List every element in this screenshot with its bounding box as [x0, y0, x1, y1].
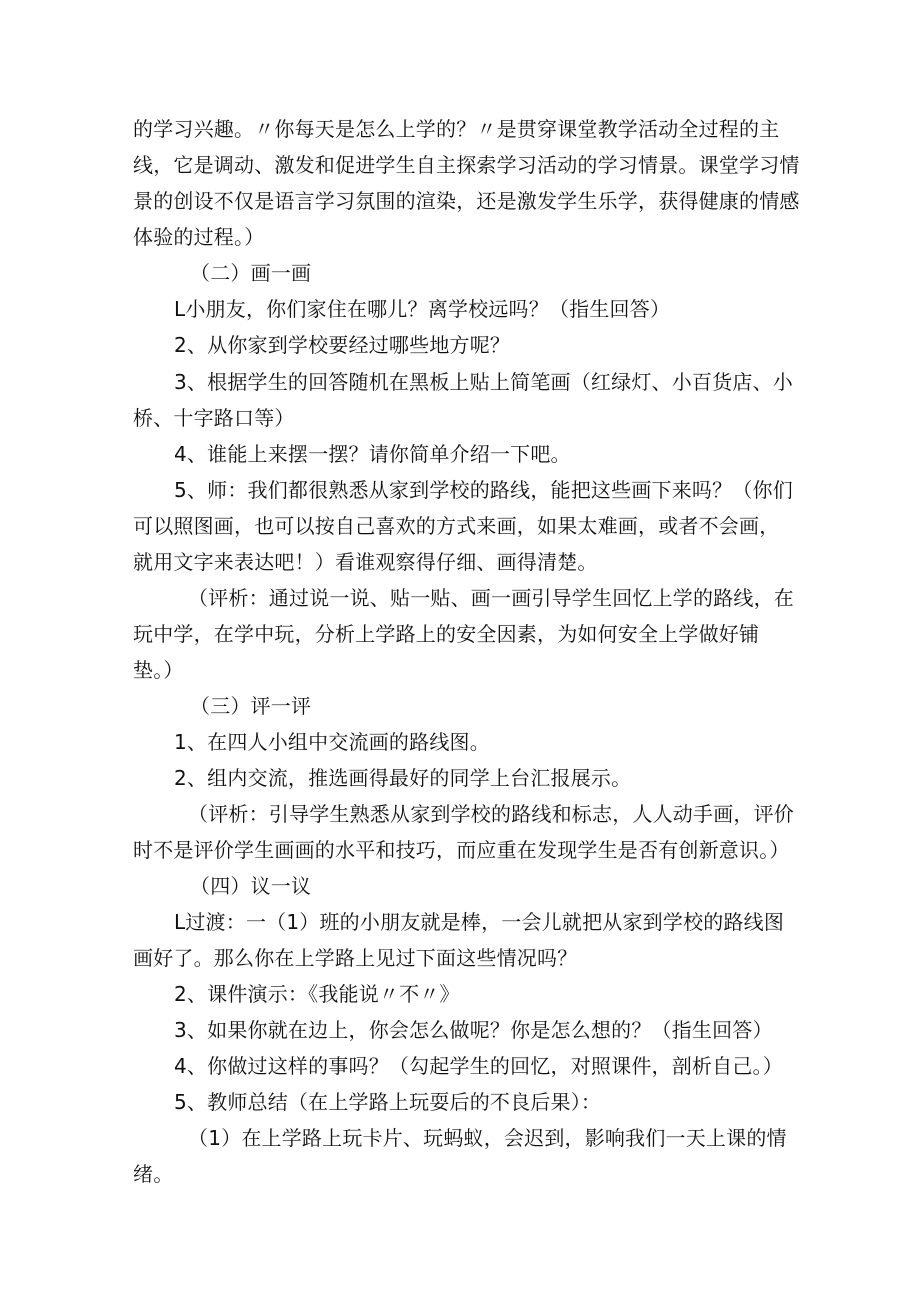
text-line: 2、从你家到学校要经过哪些地方呢？ [174, 333, 511, 357]
text-line: 4、你做过这样的事吗？（勾起学生的回忆，对照课件，剖析自己。） [174, 1054, 783, 1078]
text-line: 景的创设不仅是语言学习氛围的渲染，还是激发学生乐学，获得健康的情感 [133, 189, 800, 213]
text-line: 1、在四人小组中交流画的路线图。 [174, 730, 490, 754]
text-line: 的学习兴趣。〃你每天是怎么上学的？〃是贯穿课堂教学活动全过程的主 [133, 117, 780, 141]
text-line: 3、如果你就在边上，你会怎么做呢？你是怎么想的？（指生回答） [174, 1018, 773, 1042]
text-line: 画好了。那么你在上学路上见过下面这些情况吗？ [133, 946, 578, 970]
text-line: 桥、十字路口等） [133, 406, 295, 430]
text-line: 5、教师总结（在上学路上玩耍后的不良后果）： [174, 1090, 602, 1114]
text-line: 时不是评价学生画画的水平和技巧，而应重在发现学生是否有创新意识。） [133, 838, 790, 862]
section-heading: （四）议一议 [190, 874, 312, 898]
text-line: 2、课件演示：《我能说〃不〃》 [174, 982, 460, 1006]
text-line: 5、师：我们都很熟悉从家到学校的路线，能把这些画下来吗？（你们 [174, 478, 793, 502]
text-line: （评析：引导学生熟悉从家到学校的路线和标志，人人动手画，评价 [188, 802, 794, 826]
text-line: 玩中学，在学中玩，分析上学路上的安全因素，为如何安全上学做好铺 [133, 622, 760, 646]
section-heading: （二）画一画 [190, 261, 312, 285]
text-line: 3、根据学生的回答随机在黑板上贴上简笔画（红绿灯、小百货店、小 [174, 370, 793, 394]
text-line: 体验的过程。） [133, 225, 265, 249]
text-line: 2、组内交流，推选画得最好的同学上台汇报展示。 [174, 766, 632, 790]
text-line: （1）在上学路上玩卡片、玩蚂蚁，会迟到，影响我们一天上课的情 [188, 1126, 787, 1150]
section-heading: （三）评一评 [190, 694, 312, 718]
text-line: 垫。） [133, 658, 184, 682]
text-line: 绪。 [133, 1162, 174, 1186]
text-line: L小朋友，你们家住在哪儿？离学校远吗？（指生回答） [174, 297, 671, 321]
text-line: L过渡：一（1）班的小朋友就是棒，一会儿就把从家到学校的路线图 [174, 910, 785, 934]
text-line: 可以照图画，也可以按自己喜欢的方式来画，如果太难画，或者不会画， [133, 514, 780, 538]
text-line: 就用文字来表达吧！）看谁观察得仔细、画得清楚。 [133, 550, 598, 574]
text-line: （评析：通过说一说、贴一贴、画一画引导学生回忆上学的路线，在 [188, 586, 794, 610]
text-line: 线，它是调动、激发和促进学生自主探索学习活动的学习情景。课堂学习情 [133, 153, 800, 177]
text-line: 4、谁能上来摆一摆？请你简单介绍一下吧。 [174, 442, 571, 466]
